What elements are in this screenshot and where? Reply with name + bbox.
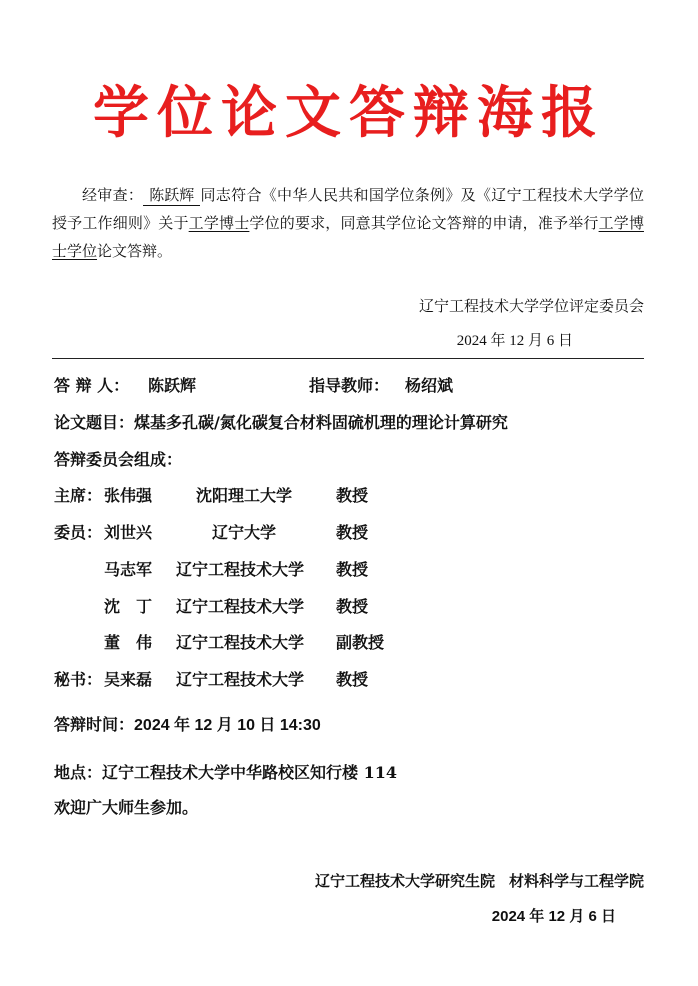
committee-heading: 答辩委员会组成： [54,450,183,469]
member-name: 张伟强 [104,486,153,505]
time-value: 2024 年 12 月 10 日 14:30 [134,717,321,734]
chair-label: 主席： [54,486,103,505]
place-value: 辽宁工程技术大学中华路校区知行楼 114 [102,763,397,782]
respondent-name: 陈跃辉 [148,376,197,395]
member-title: 教授 [336,670,369,689]
degree-underlined-2: 工学博士学位 [52,214,644,260]
divider-line [52,358,644,359]
defense-place-row [54,762,397,784]
footer-orgs [315,871,644,891]
member-title: 副教授 [336,633,385,652]
thesis-row [54,412,508,434]
thesis-title: 煤基多孔碳/氮化碳复合材料固硫机理的理论计算研究 [134,413,508,432]
defense-time-row [54,714,321,737]
member-name: 吴来磊 [104,670,153,689]
time-label: 答辩时间： [54,715,135,734]
intro-paragraph [52,181,644,265]
member-org: 辽宁大学 [212,523,277,542]
member-org: 沈阳理工大学 [196,486,293,505]
member-label: 委员： [54,523,103,542]
footer-org-graduate-school: 辽宁工程技术大学研究生院 [314,872,495,890]
member-name: 董 伟 [104,633,153,652]
footer-org-materials-college: 材料科学与工程学院 [508,872,644,890]
member-name: 马志军 [104,560,153,579]
secretary-label: 秘书： [54,670,103,689]
intro-text-3: 学位的要求，同意其学位论文答辩的申请，准予举行 [249,214,599,232]
intro-text-1: 经审查： [82,186,144,204]
respondent-label: 答 辩 人： [54,376,130,395]
member-org: 辽宁工程技术大学 [176,633,305,652]
member-name: 刘世兴 [104,523,153,542]
member-title: 教授 [336,560,369,579]
advisor-label: 指导教师： [309,376,390,395]
committee-signature: 辽宁工程技术大学学位评定委员会 [418,297,644,315]
intro-text-4: 论文答辩。 [97,242,173,260]
committee-date: 2024 年 12 月 6 日 [456,333,573,349]
member-title: 教授 [336,486,369,505]
advisor-name: 杨绍斌 [405,376,454,395]
member-org: 辽宁工程技术大学 [176,597,305,616]
footer-date: 2024 年 12 月 6 日 [491,908,616,925]
member-name: 沈 丁 [104,597,153,616]
intro-text-2: 同志符合《中华人民共和国学位条例》及《辽宁工程技术大学学位授予工作细则》关于 [52,186,644,232]
member-org: 辽宁工程技术大学 [176,560,305,579]
degree-underlined-1: 工学博士 [188,214,250,232]
poster-title: 学位论文答辩海报 [93,80,605,146]
member-title: 教授 [336,523,369,542]
welcome-text: 欢迎广大师生参加。 [54,798,199,817]
member-title: 教授 [336,597,369,616]
candidate-name-underlined: 陈跃辉 [143,186,200,206]
thesis-label: 论文题目： [54,413,135,432]
member-org: 辽宁工程技术大学 [176,670,305,689]
place-label: 地点： [54,763,103,782]
